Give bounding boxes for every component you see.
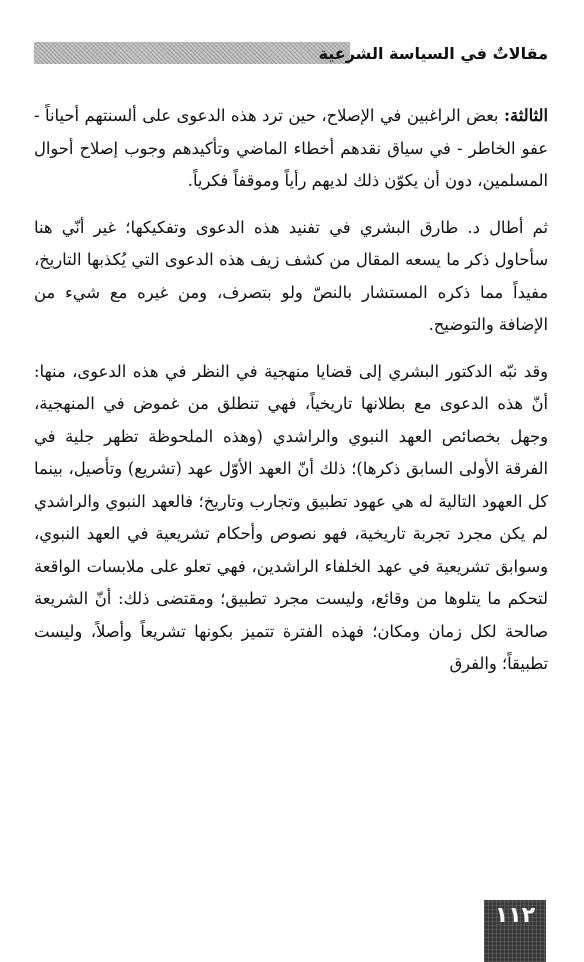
body-text	[34, 100, 548, 695]
running-header	[34, 40, 548, 68]
running-title: مقالاتٌ في السياسة الشرعية	[318, 44, 548, 63]
paragraph-1-text: بعض الراغبين في الإصلاح، حين ترد هذه الدعوى على ألسنتهم أحياناً - عفو الخاطر - في سياق نقدهم أخطاء الماضي وتأكيدهم وجوب إصلاح أحوال المسلمين، دون أن يكوّن ذلك لديهم رأياً وموقفاً فكرياً.	[34, 106, 548, 190]
paragraph-lead-word: الثالثة:	[504, 106, 548, 125]
paragraph-1	[34, 100, 548, 198]
page-number-box	[484, 900, 546, 962]
paragraph-2: ثم أطال د. طارق البشري في تفنيد هذه الدعوى وتفكيكها؛ غير أنّي هنا سأحاول ذكر ما يسعه المقال من كشف زيف هذه الدعوى التي يُكذبها التاريخ، مفيداً مما ذكره المستشار بالنصّ ولو بتصرف، ومن غيره مع شيء من الإضافة والتوضيح.	[34, 217, 548, 334]
page-number: ١١٢	[494, 903, 536, 928]
header-texture-band	[34, 42, 350, 64]
paragraph-3: وقد نبّه الدكتور البشري إلى قضايا منهجية في النظر في هذه الدعوى، منها: أنّ هذه الدعوى مع بطلانها تاريخياً، فهي تنطلق من غموض في المنهجية، وجهل بخصائص العهد النبوي والراشدي (وهذه الملحوظة تظهر جلية في الفرقة الأولى السابق ذكرها)؛ ذلك أنّ العهد الأوّل عهد (تشريع) وتأصيل، بينما كل العهود التالية له هي عهود تطبيق وتجارب وتاريخ؛ فالعهد النبوي والراشدي لم يكن مجرد تجربة تاريخية، فهو نصوص وأحكام تشريعية في العهد النبوي، وسوابق تشريعية في عهد الخلفاء الراشدين، فهي تعلو على ملابسات الواقعة لتحكم ما يتلوها من وقائع، وليست مجرد تطبيق؛ ومقتضى ذلك: أنّ الشريعة صالحة لكل زمان ومكان؛ فهذه الفترة تتميز بكونها تشريعاً وأصلاً، وليست تطبيقاً؛ والفرق	[34, 361, 548, 673]
